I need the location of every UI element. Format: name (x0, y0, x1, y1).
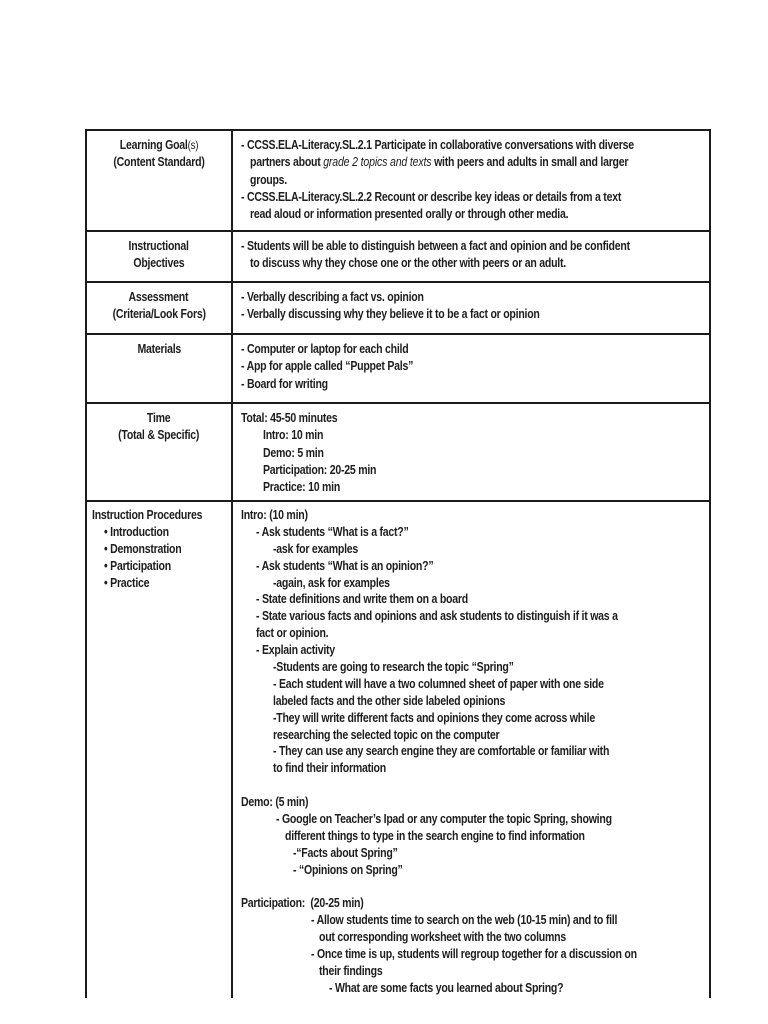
row-header-instruction-procedures (87, 502, 233, 998)
row-content-instructional-objectives (233, 232, 709, 281)
text-line: - Allow students time to search on the web (10-15 min) and to fill (310, 912, 617, 928)
text-line: -Students are going to research the topic “Spring” (272, 659, 514, 675)
header-line: (Criteria/Look Fors) (112, 306, 206, 322)
header-line: Materials (136, 341, 181, 356)
table-row-instructional-objectives (87, 232, 709, 283)
text-line: their findings (318, 963, 383, 979)
header-line: Learning Goal(s) (119, 137, 198, 152)
row-header-time (87, 404, 233, 500)
text-line: -again, ask for examples (272, 574, 390, 590)
text-line: Demo: 5 min (262, 444, 324, 460)
text-line: Demo: (5 min) (240, 794, 308, 810)
text-line: - Verbally discussing why they believe it to be a fact or opinion (240, 306, 540, 322)
text-line: - State definitions and write them on a board (255, 591, 468, 607)
text-line: -“Facts about Spring” (292, 844, 398, 860)
text-line: - Board for writing (240, 375, 328, 391)
text-line: - Once time is up, students will regroup together for a discussion on (310, 946, 637, 962)
text-line: - What are some facts you learned about Spring? (328, 979, 563, 995)
text-line: Intro: (10 min) (240, 507, 308, 522)
text-line: -ask for examples (272, 540, 358, 556)
header-line: (Content Standard) (113, 154, 205, 170)
text-line (241, 777, 709, 794)
table-row-instruction-procedures (87, 502, 709, 998)
text-line: - CCSS.ELA-Literacy.SL.2.1 Participate in collaborative conversations with diverse (240, 137, 634, 152)
text-line: read aloud or information presented orally or through other media. (249, 206, 568, 222)
text-line: labeled facts and the other side labeled opinions (272, 692, 505, 708)
text-line: - Ask students “What is an opinion?” (255, 557, 433, 573)
text-line: groups. (249, 171, 287, 187)
text-line: - App for apple called “Puppet Pals” (240, 358, 413, 374)
text-line: fact or opinion. (255, 625, 328, 641)
bullet-item: • Practice (104, 574, 150, 590)
text-line: Participation: 20-25 min (262, 461, 376, 477)
text-line: - “Opinions on Spring” (292, 861, 403, 877)
text-line: - Students will be able to distinguish between a fact and opinion and be confident (240, 238, 630, 253)
table-row-materials (87, 335, 709, 404)
text-line: to find their information (272, 760, 386, 776)
text-line: to discuss why they chose one or the other with peers or an adult. (249, 255, 566, 271)
row-content-materials (233, 335, 709, 402)
row-content-assessment (233, 283, 709, 333)
row-header-learning-goals (87, 131, 233, 230)
row-header-materials (87, 335, 233, 402)
text-line: different things to type in the search engine to find information (284, 827, 585, 843)
header-line: (Total & Specific) (118, 427, 200, 443)
text-line: Participation: (20-25 min) (240, 895, 364, 911)
text-line: - They can use any search engine they are comfortable or familiar with (272, 743, 609, 759)
text-line: researching the selected topic on the computer (272, 726, 499, 742)
header-line: Instructional (128, 238, 189, 253)
header-line: Instruction Procedures (92, 507, 203, 522)
table-row-time (87, 404, 709, 502)
text-line: partners about grade 2 topics and texts with peers and adults in small and larger (249, 154, 628, 170)
row-header-assessment (87, 283, 233, 333)
text-line: - Computer or laptop for each child (240, 341, 408, 356)
text-line: Practice: 10 min (262, 479, 340, 495)
lesson-plan-table (85, 129, 711, 998)
bullet-item: • Introduction (104, 523, 169, 539)
text-line: Total: 45-50 minutes (240, 410, 337, 425)
header-line: Objectives (133, 255, 185, 271)
text-line: - CCSS.ELA-Literacy.SL.2.2 Recount or describe key ideas or details from a text (240, 188, 621, 204)
row-header-instructional-objectives (87, 232, 233, 281)
text-line: - Verbally describing a fact vs. opinion (240, 289, 424, 304)
text-line: out corresponding worksheet with the two columns (318, 929, 566, 945)
bullet-item: • Demonstration (104, 540, 182, 556)
text-line: - Explain activity (255, 642, 335, 658)
row-content-time (233, 404, 709, 500)
text-line: - Each student will have a two columned sheet of paper with one side (272, 675, 604, 691)
header-line: Time (147, 410, 171, 425)
text-line: - Google on Teacher’s Ipad or any computer the topic Spring, showing (275, 811, 612, 827)
bullet-item: • Participation (104, 557, 171, 573)
row-content-instruction-procedures (233, 502, 709, 998)
text-line: - State various facts and opinions and ask students to distinguish if it was a (255, 608, 618, 624)
text-line: - Ask students “What is a fact?” (255, 523, 409, 539)
table-row-learning-goals (87, 131, 709, 232)
text-line (241, 879, 709, 896)
text-line: -They will write different facts and opinions they come across while (272, 709, 595, 725)
table-row-assessment (87, 283, 709, 335)
row-content-learning-goals (233, 131, 709, 230)
text-line: Intro: 10 min (262, 427, 323, 443)
header-line: Assessment (128, 289, 189, 304)
